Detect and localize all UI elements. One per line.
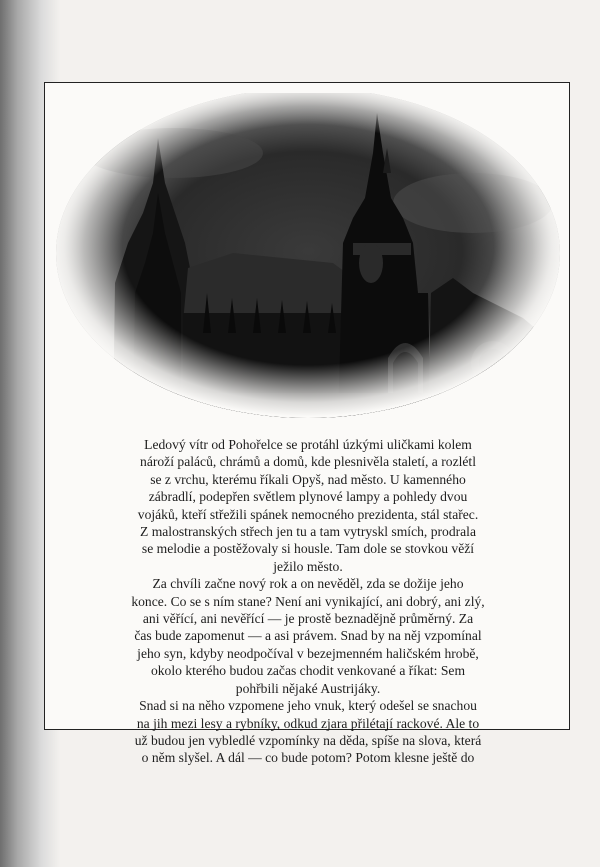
text-line: už budou jen vybledlé vzpomínky na děda, spíše na slova, která [134, 732, 482, 748]
text-line: Snad si na něho vzpomene jeho vnuk, který odešel se snachou [139, 698, 477, 714]
text-line: konce. Co se s ním stane? Není ani vynikající, ani dobrý, ani zlý, [131, 593, 485, 609]
text-line: Z malostranských střech jen tu a tam vytryskl smích, prodrala [140, 524, 476, 540]
text-line: ježilo město. [273, 558, 343, 574]
text-line: nároží paláců, chrámů a domů, kde plesnivěla staletí, a rozlétl [140, 454, 476, 470]
cathedral-photo [53, 93, 563, 423]
text-line: na jih mezi lesy a rybníky, odkud zjara přilétají rackové. Ale to [136, 715, 480, 731]
text-line: okolo kterého budou začas chodit venkované a říkat: Sem [150, 663, 466, 679]
text-line: se melodie a postěžovaly si housle. Tam dole se stovkou věží [141, 541, 475, 557]
text-line: se z vrchu, kterému říkali Opyš, nad město. U kamenného [150, 471, 466, 487]
text-line: Ledový vítr od Pohořelce se protáhl úzkými uličkami kolem [144, 437, 472, 452]
text-line: Za chvíli začne nový rok a on nevěděl, zda se dožije jeho [152, 576, 464, 592]
page-frame [44, 82, 570, 766]
text-line: o něm slyšel. A dál — co bude potom? Potom klesne ještě do [141, 750, 475, 766]
body-text [67, 436, 549, 767]
text-line: ani věřící, ani nevěřící — je prostě beznadějně průměrný. Za [142, 611, 474, 627]
text-line: vojáků, kteří střežili spánek nemocného prezidenta, stál stařec. [137, 506, 479, 522]
text-line: pohřbili nějaké Austrijáky. [235, 680, 381, 696]
text-line: čas bude zapomenut — a asi právem. Snad by na něj vzpomínal [134, 628, 482, 644]
text-line: jeho syn, kdyby neodpočíval v bezejmenném haličském hrobě, [137, 645, 479, 661]
text-line: zábradlí, podepřen světlem plynové lampy a pohledy dvou [148, 489, 468, 505]
